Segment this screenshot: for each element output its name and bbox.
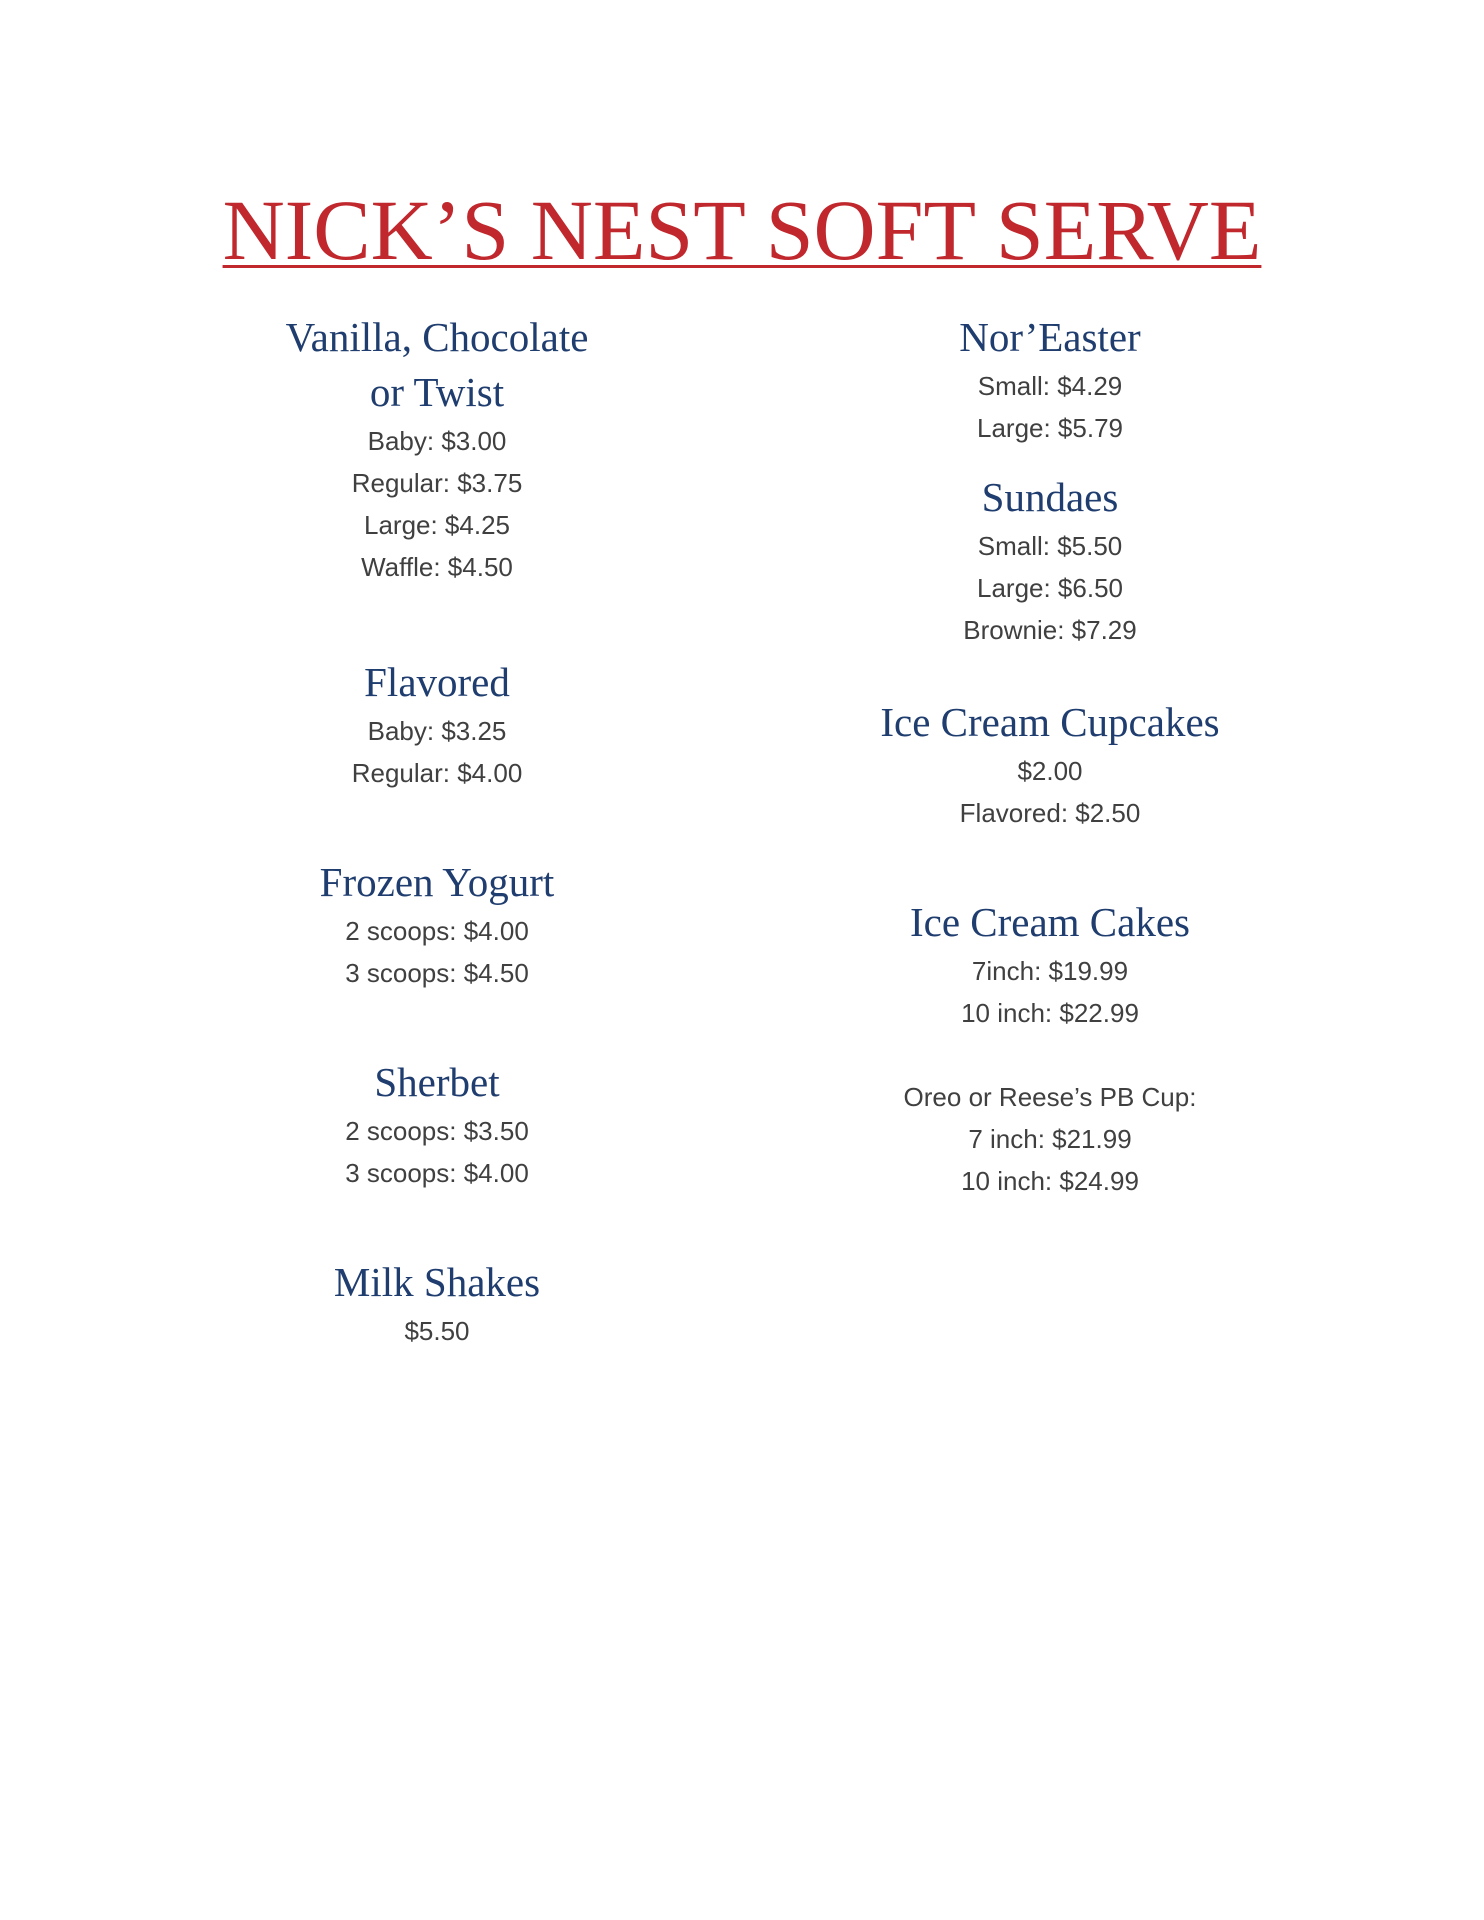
menu-title-text: NICK’S NEST SOFT SERVE (222, 182, 1262, 278)
price-item: $2.00 (1017, 756, 1083, 786)
section-heading: Flavored (364, 659, 510, 705)
price-item: 3 scoops: $4.50 (345, 958, 529, 988)
section-heading: Milk Shakes (333, 1259, 541, 1305)
section-milk-shakes (177, 1255, 697, 1352)
section-heading: Vanilla, Chocolate (285, 314, 589, 360)
section-sherbet (177, 1055, 697, 1194)
section-heading: Frozen Yogurt (319, 859, 555, 905)
price-item: 2 scoops: $4.00 (345, 916, 529, 946)
price-item: 3 scoops: $4.00 (345, 1158, 529, 1188)
price-item: Large: $5.79 (976, 413, 1123, 443)
price-item: 7inch: $19.99 (971, 956, 1129, 986)
section-heading: or Twist (369, 369, 505, 415)
section-noreaster (790, 310, 1310, 449)
price-item: Baby: $3.25 (367, 716, 507, 746)
price-item: Small: $4.29 (977, 371, 1123, 401)
price-item: Brownie: $7.29 (963, 615, 1137, 645)
menu-title (0, 180, 1484, 280)
price-item: 10 inch: $22.99 (961, 998, 1139, 1028)
section-heading: Sundaes (981, 474, 1119, 520)
price-item: Regular: $4.00 (351, 758, 523, 788)
section-heading: Ice Cream Cupcakes (880, 699, 1220, 745)
price-item: Large: $6.50 (976, 573, 1123, 603)
section-flavored (177, 655, 697, 794)
section-sundaes (790, 470, 1310, 651)
price-item: Regular: $3.75 (351, 468, 523, 498)
price-item: 7 inch: $21.99 (968, 1124, 1132, 1154)
price-item: 2 scoops: $3.50 (345, 1116, 529, 1146)
price-item: Flavored: $2.50 (959, 798, 1141, 828)
section-ice-cream-cupcakes (790, 695, 1310, 834)
price-item: Baby: $3.00 (367, 426, 507, 456)
price-item: $5.50 (404, 1316, 470, 1346)
price-item: Waffle: $4.50 (361, 552, 513, 582)
price-item: Small: $5.50 (977, 531, 1123, 561)
section-heading: Sherbet (374, 1059, 500, 1105)
section-heading: Nor’Easter (959, 314, 1141, 360)
price-item: Large: $4.25 (363, 510, 510, 540)
section-heading: Ice Cream Cakes (909, 899, 1191, 945)
sub-label: Oreo or Reese’s PB Cup: (903, 1082, 1197, 1112)
price-item: 10 inch: $24.99 (961, 1166, 1139, 1196)
section-frozen-yogurt (177, 855, 697, 994)
spacer (790, 1034, 1310, 1076)
section-ice-cream-cakes (790, 895, 1310, 1202)
section-vanilla-chocolate-twist (177, 310, 697, 588)
